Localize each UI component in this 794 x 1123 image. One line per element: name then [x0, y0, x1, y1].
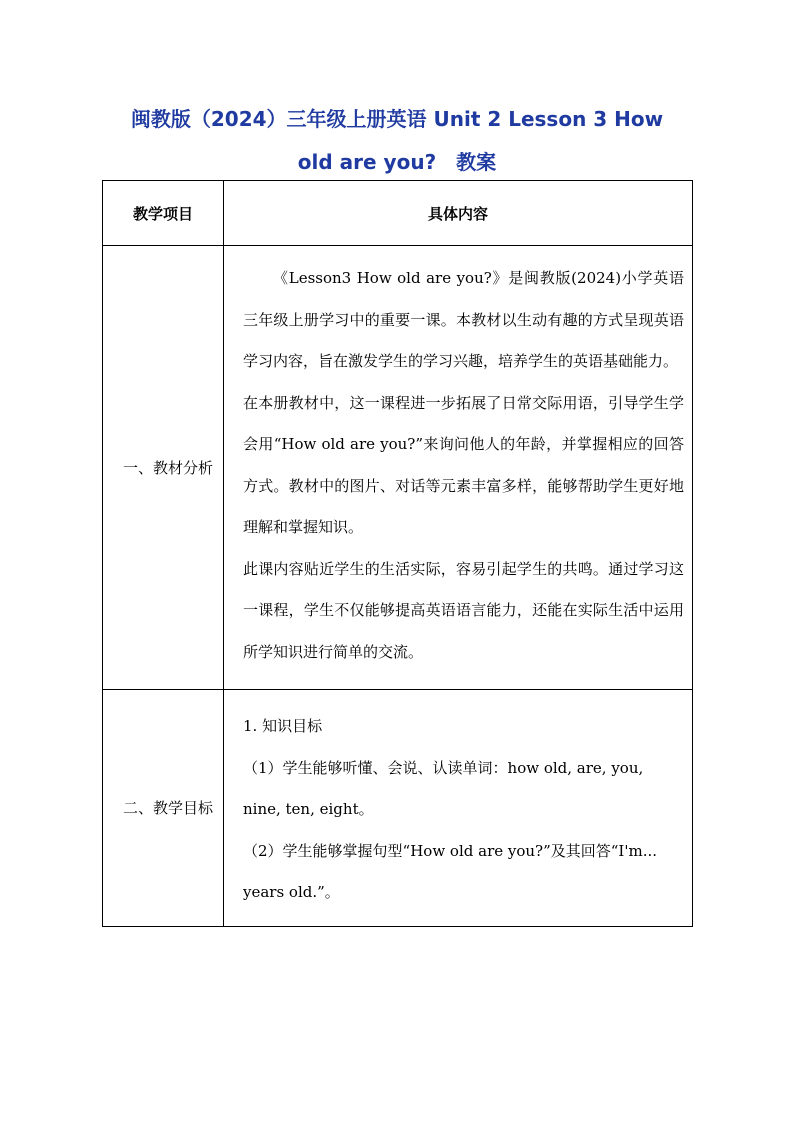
row-label-textbook-analysis: 一、教材分析: [103, 246, 224, 690]
row-label-teaching-goals: 二、教学目标: [103, 690, 224, 927]
paragraph: （2）学生能够掌握句型“How old are you?”及其回答“I'm... years old.”。: [243, 841, 658, 901]
row-content-textbook-analysis: [224, 246, 693, 690]
paragraph: （1）学生能够听懂、会说、认读单词：how old, are, you, nine, ten, eight。: [243, 758, 644, 818]
lesson-plan-table: [102, 180, 693, 927]
header-teaching-item: 教学项目: [103, 181, 224, 246]
paragraph: 在本册教材中，这一课程进一步拓展了日常交际用语，引导学生学会用“How old are you?”来询问他人的年龄，并掌握相应的回答方式。教材中的图片、对话等元素丰富多样，能够帮助学生更好地理解和掌握知识。: [243, 393, 684, 536]
row-content-teaching-goals: [224, 690, 693, 927]
paragraph: 1. 知识目标: [243, 717, 323, 735]
document-title: [100, 98, 694, 184]
paragraph: 此课内容贴近学生的生活实际，容易引起学生的共鸣。通过学习这一课程，学生不仅能够提高英语语言能力，还能在实际生活中运用所学知识进行简单的交流。: [243, 559, 684, 661]
header-specific-content: 具体内容: [224, 181, 693, 246]
document-title-line-1: 闽教版（2024）三年级上册英语 Unit 2 Lesson 3 How: [130, 107, 664, 131]
table-row: [103, 246, 693, 690]
table-row: [103, 690, 693, 927]
paragraph: 《Lesson3 How old are you?》是闽教版(2024)小学英语三年级上册学习中的重要一课。本教材以生动有趣的方式呈现英语学习内容，旨在激发学生的学习兴趣，培养学生的英语基础能力。: [243, 269, 684, 370]
document-title-line-2: old are you? 教案: [297, 150, 497, 174]
table-header-row: [103, 181, 693, 246]
